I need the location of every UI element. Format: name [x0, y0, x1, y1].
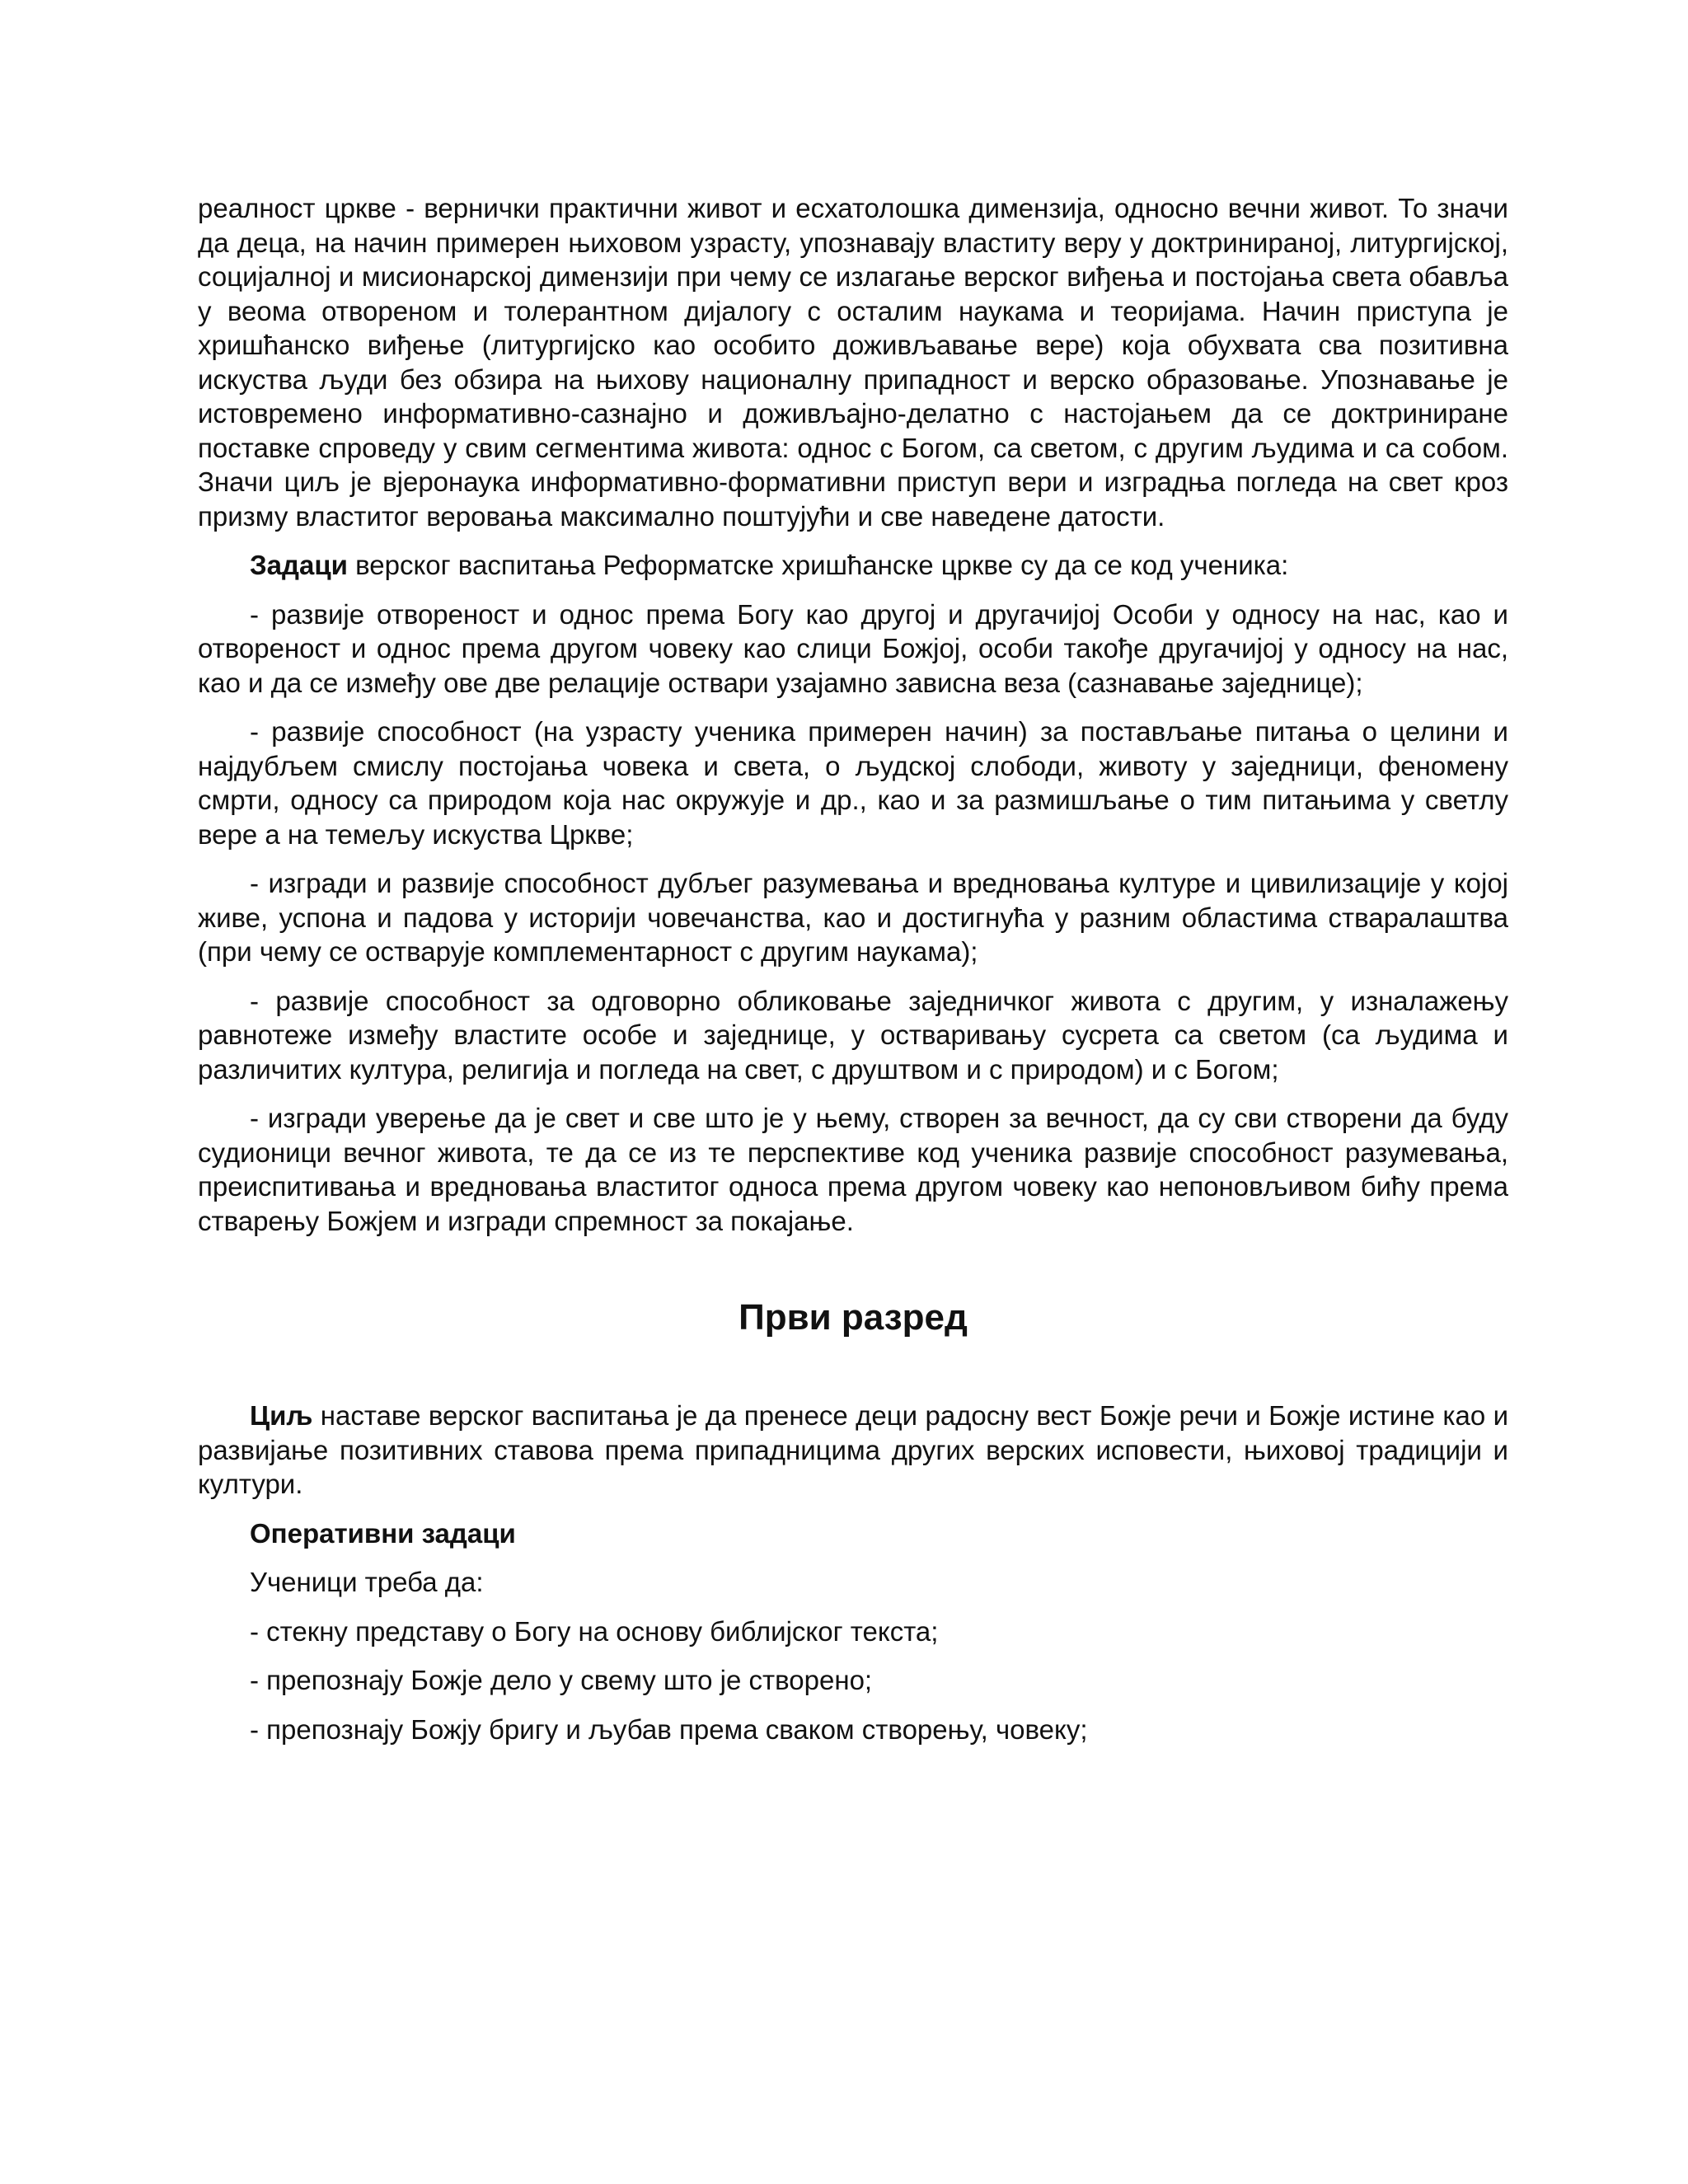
- tasks-intro-text: верског васпитања Реформатске хришћанске цркве су да се код ученика:: [347, 550, 1289, 580]
- task-item: - развије способност за одговорно обликовање заједничког живота с другим, у изналажењу равнотеже између властите особе и заједнице, у остваривању сусрета са светом (са људима и различитих култура, религија и погледа на свет, с друштвом и с природом) и с Богом;: [198, 985, 1508, 1085]
- task-item: - изгради уверење да је свет и све што је у њему, створен за вечност, да су сви створени да буду судионици вечног живота, те да се из те перспективе код ученика развије способност разумевања, преиспитивања и вредновања властитог односа према другом човеку као непоновљивом бићу према стварењу Божјем и изгради спремност за покајање.: [198, 1103, 1508, 1236]
- task-item: - развије отвореност и однос према Богу као другој и другачијој Особи у односу на нас, као и отвореност и однос према другом човеку као слици Божјој, особи такође другачијој у односу на нас, као и да се између ове две релације оствари узајамно зависна веза (сазнавање заједнице);: [198, 598, 1508, 698]
- task-item: - изгради и развије способност дубљег разумевања и вредновања културе и цивилизације у којој живе, успона и падова у историји човечанства, као и достигнућа у разним областима стваралаштва (при чему се остварује комплементарност с другим наукама);: [198, 868, 1508, 967]
- tasks-label: Задаци: [250, 550, 348, 580]
- goal-label: Циљ: [250, 1400, 313, 1431]
- goal-text: наставе верског васпитања је да пренесе деци радосну вест Божје речи и Божје истине као и развијање позитивних ставова према припадницима других верских исповести, њиховој традицији и култури.: [198, 1400, 1508, 1499]
- intro-paragraph: реалност цркве - вернички практични живот и есхатолошка димензија, односно вечни живот. То значи да деца, на начин примерен њиховом узрасту, упознавају властиту веру у доктринираној, литургијској, социјалној и мисионарској димензији при чему се излагање верског виђења и постојања света обавља у веома отвореном и толерантном дијалогу с осталим наукама и теоријама. Начин приступа је хришћанско виђење (литургијско као особито доживљавање вере) која обухвата сва позитивна искуства људи без обзира на њихову националну припадност и верско образовање. Упознавање је истовремено информативно-сазнајно и доживљајно-делатно с настојањем да се доктриниране поставке спроведу у свим сегментима живота: однос с Богом, са светом, с другим људима и са собом. Значи циљ је вјеронаука информативно-формативни приступ вери и изградња погледа на свет кроз призму властитог веровања максимално поштујући и све наведене датости.: [198, 193, 1508, 532]
- operative-title: Оперативни задаци: [250, 1517, 516, 1549]
- goal-paragraph: [198, 1399, 1508, 1502]
- operative-item: - препознају Божје дело у свему што је створено;: [250, 1665, 873, 1695]
- document-page: [198, 191, 1508, 1761]
- operative-item: - стекну представу о Богу на основу библијског текста;: [250, 1615, 939, 1647]
- tasks-intro-paragraph: [198, 548, 1508, 583]
- section-heading: Први разред: [738, 1297, 968, 1338]
- operative-item: - препознају Божју бригу и љубав према сваком створењу, човеку;: [250, 1713, 1088, 1745]
- task-item: - развије способност (на узрасту ученика примерен начин) за постављање питања о целини и најдубљем смислу постојања човека и света, о људској слободи, животу у заједници, феномену смрти, односу са природом која нас окружује и др., као и за размишљање о тим питањима у светлу вере а на темељу искуства Цркве;: [198, 716, 1508, 850]
- students-should-line: Ученици треба да:: [250, 1567, 484, 1597]
